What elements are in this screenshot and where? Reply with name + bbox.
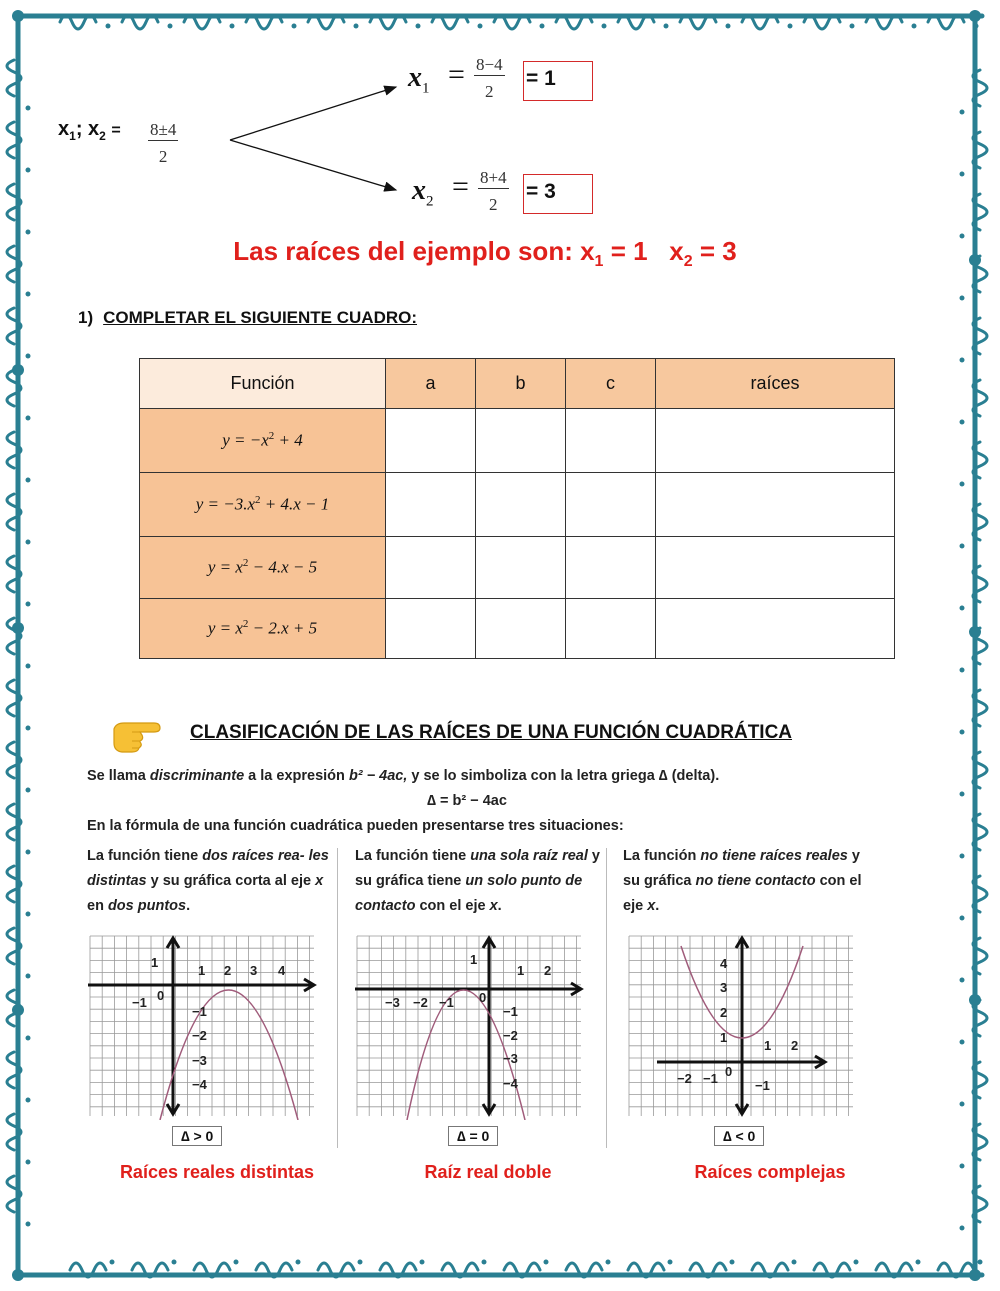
- y-tick-label: 1: [720, 1030, 728, 1045]
- x-tick-label: 2: [544, 963, 552, 978]
- roots-statement: Las raíces del ejemplo son: $x_1 = 1$ $x_2 = 3$: [233, 236, 737, 271]
- delta-negative-label: ∆ < 0: [714, 1126, 764, 1146]
- y-tick-label: −2: [192, 1028, 207, 1043]
- functions-table: [139, 358, 895, 659]
- header-a: a: [386, 359, 476, 409]
- discriminant-formula: ∆ = b² − 4ac: [427, 793, 507, 809]
- x-tick-label: −2: [677, 1071, 692, 1086]
- y-tick-label: −4: [503, 1076, 518, 1091]
- table-row: [140, 409, 895, 473]
- table-row: [140, 537, 895, 599]
- y-tick-label: 1: [470, 952, 478, 967]
- x-tick-label: −3: [385, 995, 400, 1010]
- header-raices: raíces: [656, 359, 895, 409]
- column-divider: [337, 848, 338, 1148]
- x-tick-label: 1: [198, 963, 206, 978]
- x-tick-label: −1: [703, 1071, 718, 1086]
- caption-double-root: Raíz real doble: [424, 1162, 552, 1182]
- graph-no-roots: [627, 930, 859, 1120]
- delta-zero-label: ∆ = 0: [448, 1126, 498, 1146]
- x1-result-box: = 1: [523, 61, 593, 101]
- function-cell: $y = x^2 - 4.x - 5$: [140, 537, 386, 599]
- x1-x2-label: $x_1$; $x_2$ =: [58, 118, 121, 143]
- function-cell: $y = -x^2 + 4$: [140, 409, 386, 473]
- x-tick-label: 2: [791, 1038, 799, 1053]
- case-one-root-text: La función tiene una sola raíz real y su gráfica tiene un solo punto de contacto con el eje x.: [355, 848, 600, 914]
- x-tick-label: 1: [517, 963, 525, 978]
- y-tick-label: −2: [503, 1028, 518, 1043]
- answer-cell-c[interactable]: [566, 473, 656, 537]
- table-row: [140, 473, 895, 537]
- graph-double-root: [355, 930, 587, 1120]
- graph-two-roots: [88, 930, 320, 1120]
- x-tick-label: 0: [479, 990, 487, 1005]
- x2-symbol: $x_2$: [412, 175, 434, 210]
- x-tick-label: −2: [413, 995, 428, 1010]
- answer-cell-b[interactable]: [476, 473, 566, 537]
- function-cell: $y = x^2 - 2.x + 5$: [140, 599, 386, 659]
- x-tick-label: −1: [132, 995, 147, 1010]
- classification-title: CLASIFICACIÓN DE LAS RAÍCES DE UNA FUNCIÓN CUADRÁTICA: [190, 722, 793, 743]
- x-tick-label: 0: [157, 988, 165, 1003]
- x-tick-label: 4: [278, 963, 286, 978]
- table-header-row: [140, 359, 895, 409]
- caption-complex-roots: Raíces complejas: [694, 1162, 846, 1182]
- function-cell: $y = -3.x^2 + 4.x - 1$: [140, 473, 386, 537]
- y-tick-label: 4: [720, 956, 728, 971]
- header-c: c: [566, 359, 656, 409]
- answer-cell-b[interactable]: [476, 599, 566, 659]
- answer-cell-a[interactable]: [386, 409, 476, 473]
- y-tick-label: −1: [192, 1004, 207, 1019]
- caption-distinct-roots: Raíces reales distintas: [119, 1162, 315, 1182]
- answer-cell-a[interactable]: [386, 473, 476, 537]
- x-tick-label: 3: [250, 963, 258, 978]
- y-tick-label: 1: [151, 955, 159, 970]
- x2-result-box: = 3: [523, 174, 593, 214]
- answer-cell-b[interactable]: [476, 409, 566, 473]
- section-heading: 1) COMPLETAR EL SIGUIENTE CUADRO:: [78, 308, 418, 327]
- y-tick-label: 3: [720, 980, 728, 995]
- answer-cell-roots[interactable]: [656, 409, 895, 473]
- situations-intro: En la fórmula de una función cuadrática pueden presentarse tres situaciones:: [87, 818, 624, 834]
- header-funcion: Función: [140, 359, 386, 409]
- y-tick-label: −1: [503, 1004, 518, 1019]
- x-tick-label: −1: [439, 995, 454, 1010]
- x2-equals: =: [452, 170, 469, 203]
- x-tick-label: 2: [224, 963, 232, 978]
- answer-cell-roots[interactable]: [656, 537, 895, 599]
- x-tick-label: 1: [764, 1038, 772, 1053]
- y-tick-label: 2: [720, 1005, 728, 1020]
- answer-cell-c[interactable]: [566, 409, 656, 473]
- x2-fraction: $\frac{8+4}{2}$: [480, 168, 507, 214]
- pointing-hand-icon: [110, 715, 162, 755]
- answer-cell-c[interactable]: [566, 537, 656, 599]
- x1-symbol: $x_1$: [408, 62, 430, 97]
- y-tick-label: −3: [192, 1053, 207, 1068]
- answer-cell-roots[interactable]: [656, 473, 895, 537]
- branch-arrows: [220, 70, 410, 200]
- answer-cell-c[interactable]: [566, 599, 656, 659]
- answer-cell-b[interactable]: [476, 537, 566, 599]
- y-tick-label: −4: [192, 1077, 207, 1092]
- answer-cell-roots[interactable]: [656, 599, 895, 659]
- x-tick-label: 0: [725, 1064, 733, 1079]
- column-divider: [606, 848, 607, 1148]
- case-no-roots-text: La función no tiene raíces reales y su gráfica no tiene contacto con el eje x.: [623, 848, 862, 914]
- x1-fraction: $\frac{8-4}{2}$: [476, 55, 503, 101]
- header-b: b: [476, 359, 566, 409]
- discriminant-definition: Se llama discriminante a la expresión b² − 4ac, y se lo simboliza con la letra griega ∆ (delta).: [87, 768, 720, 784]
- y-tick-label: −3: [503, 1051, 518, 1066]
- main-fraction: $\frac{8\pm 4}{2}$: [150, 120, 177, 166]
- delta-positive-label: ∆ > 0: [172, 1126, 222, 1146]
- answer-cell-a[interactable]: [386, 537, 476, 599]
- x1-equals: =: [448, 58, 465, 91]
- answer-cell-a[interactable]: [386, 599, 476, 659]
- y-tick-label: −1: [755, 1078, 770, 1093]
- case-two-roots-text: La función tiene dos raíces rea- les distintas y su gráfica corta al eje x en dos puntos.: [87, 848, 329, 914]
- table-row: [140, 599, 895, 659]
